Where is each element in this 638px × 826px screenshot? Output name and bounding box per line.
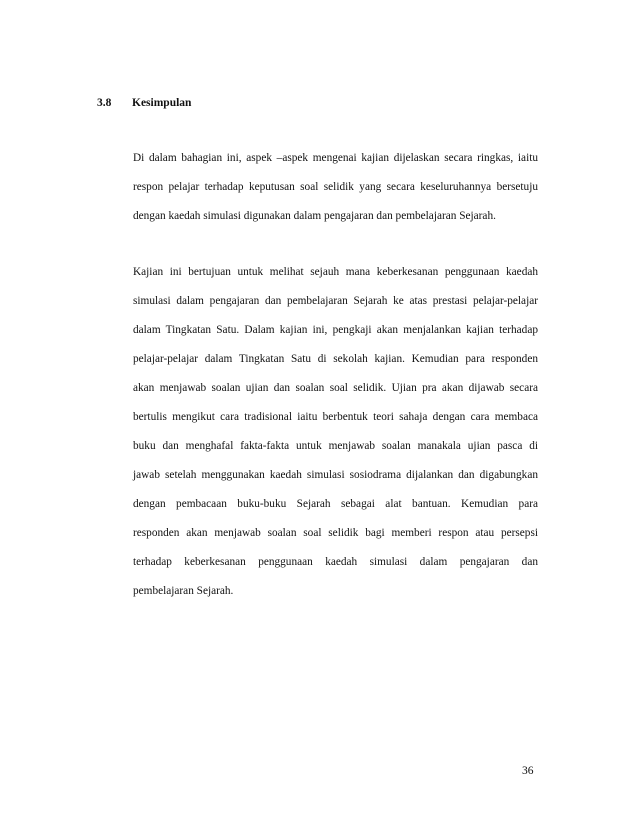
paragraph-line: responden akan menjawab soalan soal selidik bagi memberi respon atau persepsi xyxy=(133,527,538,539)
section-title: Kesimpulan xyxy=(132,97,192,109)
paragraph-line: bertulis mengikut cara tradisional iaitu berbentuk teori sahaja dengan cara membaca xyxy=(133,411,538,423)
paragraph-line: Kajian ini bertujuan untuk melihat sejauh mana keberkesanan penggunaan kaedah xyxy=(133,266,538,278)
paragraph-line: pembelajaran Sejarah. xyxy=(133,585,234,597)
paragraph-line: respon pelajar terhadap keputusan soal selidik yang secara keseluruhannya bersetuju xyxy=(133,181,538,193)
paragraph-line: pelajar-pelajar dalam Tingkatan Satu di sekolah kajian. Kemudian para responden xyxy=(133,353,538,365)
paragraph-line: jawab setelah menggunakan kaedah simulasi sosiodrama dijalankan dan digabungkan xyxy=(133,469,538,481)
page-number: 36 xyxy=(522,765,534,777)
paragraph-line: buku dan menghafal fakta-fakta untuk menjawab soalan manakala ujian pasca di xyxy=(133,440,538,452)
paragraph-line: dengan kaedah simulasi digunakan dalam pengajaran dan pembelajaran Sejarah. xyxy=(133,210,496,222)
paragraph-line: dengan pembacaan buku-buku Sejarah sebagai alat bantuan. Kemudian para xyxy=(133,498,538,510)
paragraph-line: terhadap keberkesanan penggunaan kaedah simulasi dalam pengajaran dan xyxy=(133,556,538,568)
section-heading xyxy=(97,95,191,111)
paragraph-line: simulasi dalam pengajaran dan pembelajaran Sejarah ke atas prestasi pelajar-pelajar xyxy=(133,295,538,307)
section-number: 3.8 xyxy=(97,97,112,109)
paragraph-line: akan menjawab soalan ujian dan soalan soal selidik. Ujian pra akan dijawab secara xyxy=(133,382,538,394)
paragraph-line: dalam Tingkatan Satu. Dalam kajian ini, pengkaji akan menjalankan kajian terhadap xyxy=(133,324,538,336)
paragraph-line: Di dalam bahagian ini, aspek –aspek mengenai kajian dijelaskan secara ringkas, iaitu xyxy=(133,152,538,164)
